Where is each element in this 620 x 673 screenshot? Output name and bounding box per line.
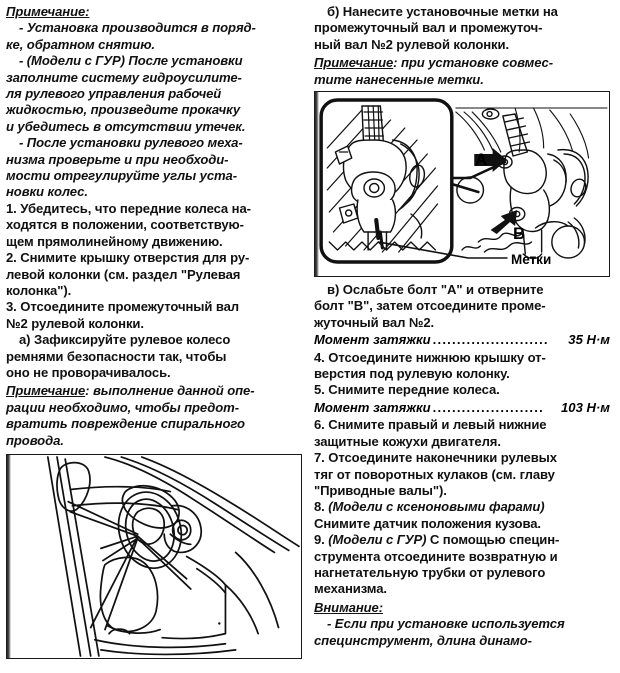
step-8-line-2: Снимите датчик положения кузова. bbox=[314, 515, 541, 531]
note2-line-1-rest: : выполнение данной опе- bbox=[85, 383, 255, 399]
note2-line-2: рации необходимо, чтобы предот- bbox=[6, 399, 239, 415]
note3-line-1 bbox=[314, 55, 610, 70]
step-3a-line-3: оно не проворачивалось. bbox=[6, 364, 171, 380]
step-9-line-1-rest: С помощью специн- bbox=[426, 532, 560, 548]
step-3v-line-1: в) Ослабьте болт "А" и отверните bbox=[327, 282, 544, 298]
callout-label-a: A bbox=[475, 150, 488, 170]
warning-heading: Внимание: bbox=[314, 599, 383, 615]
step-4-line-2: верстия под рулевую колонку. bbox=[314, 366, 510, 382]
warning-line-2: специнструмент, длина динамо- bbox=[314, 632, 532, 648]
step-6-line-2: защитные кожухи двигателя. bbox=[314, 433, 501, 449]
step-5-line-1: 5. Снимите передние колеса. bbox=[314, 382, 500, 398]
step-3-line-1: 3. Отсоедините промежуточный вал bbox=[6, 299, 240, 315]
note2-line-4: провода. bbox=[6, 432, 64, 448]
note-item-2: ке, обратном снятию. bbox=[6, 36, 155, 52]
step-2-line-1: 2. Снимите крышку отверстия для ру- bbox=[6, 250, 250, 266]
step-7-line-1: 7. Отсоедините наконечники рулевых bbox=[314, 450, 557, 466]
torque-2-dots: ....................... bbox=[432, 399, 544, 415]
step-8-italic: (Модели с ксеноновыми фарами) bbox=[328, 499, 545, 515]
step-9-line-1 bbox=[314, 532, 610, 547]
torque-2-label: Момент затяжки bbox=[314, 399, 431, 415]
note-item-11: новки колес. bbox=[6, 184, 88, 200]
torque-1-label: Момент затяжки bbox=[314, 332, 431, 348]
figure-intermediate-shaft bbox=[314, 91, 610, 277]
step-3v-line-3: жуточный вал №2. bbox=[314, 314, 435, 330]
step-9-italic: (Модели с ГУР) bbox=[328, 532, 427, 548]
step-3v-line-2: болт "В", затем отсоедините проме- bbox=[314, 298, 546, 314]
step-3a-line-1: а) Зафиксируйте рулевое колесо bbox=[19, 332, 231, 348]
step-7-line-3: "Приводные валы"). bbox=[314, 482, 447, 498]
step-1-line-3: щем прямолинейному движению. bbox=[6, 233, 223, 249]
torque-2-value: 103 Н·м bbox=[561, 399, 610, 415]
note2-line-1 bbox=[6, 383, 302, 398]
step-9-line-2: струмента отсоедините возвратную и bbox=[314, 548, 558, 564]
step-3a-line-2: ремнями безопасности так, чтобы bbox=[6, 348, 227, 364]
note-heading: Примечание: bbox=[6, 4, 90, 19]
step-1-line-2: ходятся в положении, соответствую- bbox=[6, 217, 244, 233]
note-item-7: и убедитесь в отсутствии утечек. bbox=[6, 118, 246, 134]
step-2-line-3: колонка"). bbox=[6, 282, 72, 298]
intermediate-shaft-drawing bbox=[315, 92, 609, 276]
torque-spec-1 bbox=[314, 332, 610, 347]
note2-line-3: вратить повреждение спирального bbox=[6, 416, 245, 432]
step-3b-line-3: ный вал №2 рулевой колонки. bbox=[314, 36, 509, 52]
step-8-line-1 bbox=[314, 499, 610, 514]
note3-heading: Примечание bbox=[314, 55, 394, 71]
note-item-8: - После установки рулевого меха- bbox=[19, 135, 243, 151]
step-8-number: 8. bbox=[314, 499, 329, 515]
note-item-10: мости отрегулируйте углы уста- bbox=[6, 168, 237, 184]
step-3-line-2: №2 рулевой колонки. bbox=[6, 315, 144, 331]
step-9-line-3: нагнетательную трубки от рулевого bbox=[314, 564, 546, 580]
step-3b-line-1: б) Нанесите установочные метки на bbox=[327, 4, 558, 19]
note2-heading: Примечание bbox=[6, 383, 86, 399]
step-9-number: 9. bbox=[314, 532, 329, 548]
note-item-1: - Установка производится в поряд- bbox=[19, 20, 256, 36]
car-interior-drawing bbox=[7, 455, 301, 658]
note-item-5: ля рулевого управления рабочей bbox=[6, 86, 222, 102]
note-item-3: - (Модели с ГУР) После установки bbox=[19, 53, 243, 69]
callout-label-b: B bbox=[513, 224, 526, 244]
warning-heading-paragraph bbox=[314, 600, 610, 615]
step-4-line-1: 4. Отсоедините нижнюю крышку от- bbox=[314, 349, 546, 365]
note-item-6: жидкостью, произведите прокачку bbox=[6, 102, 241, 118]
step-9-line-4: механизма. bbox=[314, 581, 387, 597]
torque-1-value: 35 Н·м bbox=[568, 332, 610, 348]
note-heading-paragraph bbox=[6, 4, 302, 19]
left-column bbox=[6, 4, 308, 673]
note-item-9: низма проверьте и при необходи- bbox=[6, 151, 229, 167]
note3-line-1-rest: : при установке совмес- bbox=[393, 55, 553, 71]
step-2-line-2: левой колонки (см. раздел "Рулевая bbox=[6, 266, 241, 282]
callout-label-marks: Метки bbox=[511, 252, 552, 268]
note-item-4: заполните систему гидроусилите- bbox=[6, 69, 242, 85]
step-7-line-2: тяг от поворотных кулаков (см. главу bbox=[314, 466, 555, 482]
torque-1-dots: ........................ bbox=[432, 332, 549, 348]
warning-line-1: - Если при установке используется bbox=[327, 616, 565, 632]
right-column bbox=[308, 4, 610, 673]
figure-car-interior bbox=[6, 454, 302, 659]
step-1-line-1: 1. Убедитесь, что передние колеса на- bbox=[6, 200, 251, 216]
step-3b-line-2: промежуточный вал и промежуточ- bbox=[314, 20, 543, 36]
torque-spec-2 bbox=[314, 400, 610, 415]
step-6-line-1: 6. Снимите правый и левый нижние bbox=[314, 417, 547, 433]
note3-line-2: тите нанесенные метки. bbox=[314, 71, 484, 87]
